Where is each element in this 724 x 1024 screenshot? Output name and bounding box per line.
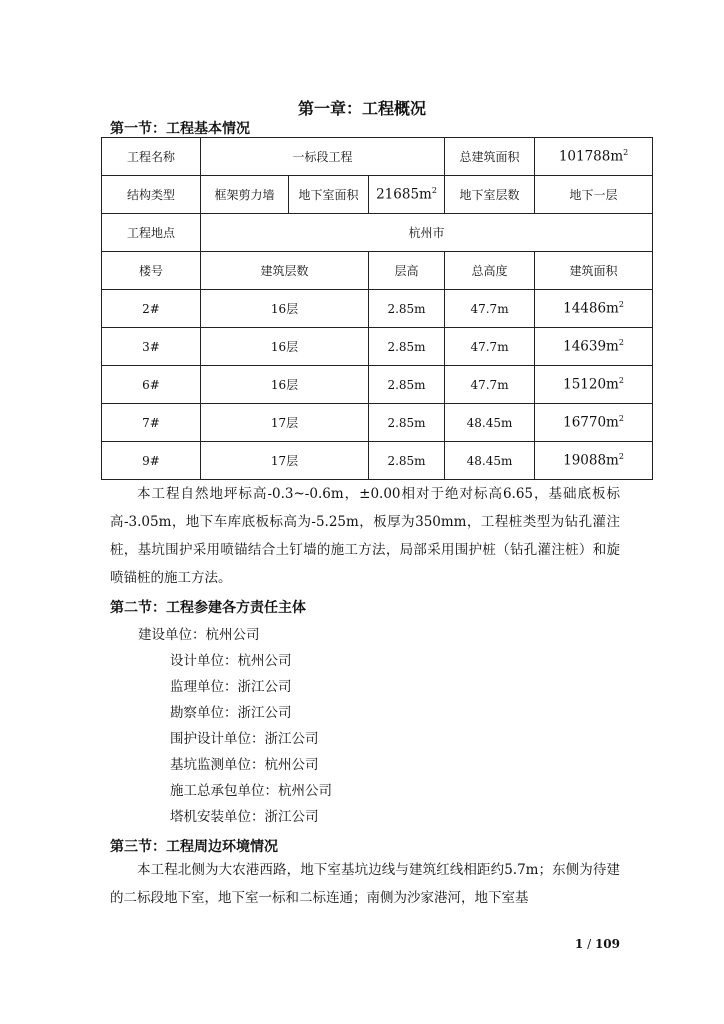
section-2-title: 第二节：工程参建各方责任主体 [110, 600, 306, 616]
structure-type-label: 结构类型 [102, 176, 201, 214]
section-3-paragraph [110, 856, 620, 912]
header-area: 建筑面积 [535, 252, 653, 290]
total-area-value: $101788m^2$ [535, 138, 653, 176]
building-total-height: 48.45m [445, 404, 535, 442]
total-pages: 109 [594, 937, 620, 951]
list-item: 建设单位：杭州公司 [138, 627, 260, 643]
list-item: 围护设计单位：浙江公司 [170, 731, 319, 747]
building-total-height: 47.7m [445, 328, 535, 366]
building-no: 9# [102, 442, 201, 480]
list-item: 设计单位：杭州公司 [170, 653, 292, 669]
section-1-title: 第一节：工程基本情况 [110, 121, 250, 137]
paragraph-text: 本工程自然地坪标高-0.3~-0.6m，±0.00相对于绝对标高6.65，基础底板标高-3.05m，地下车库底板标高为-5.25m，板厚为350mm，工程桩类型为钻孔灌注桩，基坑围护采用喷锚结合土钉墙的施工方法，局部采用围护桩（钻孔灌注桩）和旋喷锚桩的施工方法。 [110, 486, 620, 586]
project-info-table [101, 137, 653, 480]
underground-area-label: 地下室面积 [289, 176, 369, 214]
chapter-title: 第一章：工程概况 [297, 99, 426, 118]
header-floors: 建筑层数 [201, 252, 369, 290]
building-floor-height: 2.85m [369, 366, 445, 404]
building-total-height: 47.7m [445, 290, 535, 328]
party-list [138, 622, 332, 830]
list-item: 施工总承包单位：杭州公司 [170, 783, 332, 799]
building-floor-height: 2.85m [369, 404, 445, 442]
building-area: $14639m^2$ [535, 328, 653, 366]
building-floors: 17层 [201, 404, 369, 442]
building-area: $15120m^2$ [535, 366, 653, 404]
current-page: 1 [574, 937, 584, 951]
underground-floors-label: 地下室层数 [445, 176, 535, 214]
building-no: 2# [102, 290, 201, 328]
header-floor-height: 层高 [369, 252, 445, 290]
section-3-title: 第三节：工程周边环境情况 [110, 839, 278, 855]
structure-type-value: 框架剪力墙 [201, 176, 289, 214]
header-building-no: 楼号 [102, 252, 201, 290]
list-item: 勘察单位：浙江公司 [170, 705, 292, 721]
table-row [102, 138, 653, 176]
underground-area-value: $21685m^2$ [369, 176, 445, 214]
name-value: 一标段工程 [201, 138, 445, 176]
table-row [102, 290, 653, 328]
building-area: $14486m^2$ [535, 290, 653, 328]
page-separator: / [583, 937, 595, 951]
building-area: $19088m^2$ [535, 442, 653, 480]
list-item: 基坑监测单位：杭州公司 [170, 757, 319, 773]
paragraph-text: 本工程北侧为大农港西路，地下室基坑边线与建筑红线相距约5.7m；东侧为待建的二标段地下室，地下室一标和二标连通；南侧为沙家港河，地下室基 [110, 862, 620, 906]
name-label: 工程名称 [102, 138, 201, 176]
location-label: 工程地点 [102, 214, 201, 252]
table-header-row [102, 252, 653, 290]
table-row [102, 176, 653, 214]
section-1-paragraph [110, 480, 620, 592]
building-floors: 16层 [201, 328, 369, 366]
page-number [575, 937, 620, 951]
table-row [102, 442, 653, 480]
building-floor-height: 2.85m [369, 442, 445, 480]
building-area: $16770m^2$ [535, 404, 653, 442]
table-row [102, 404, 653, 442]
header-total-height: 总高度 [445, 252, 535, 290]
building-no: 3# [102, 328, 201, 366]
location-value: 杭州市 [201, 214, 653, 252]
building-floors: 16层 [201, 366, 369, 404]
building-no: 7# [102, 404, 201, 442]
building-total-height: 48.45m [445, 442, 535, 480]
table-row [102, 214, 653, 252]
building-floors: 16层 [201, 290, 369, 328]
building-total-height: 47.7m [445, 366, 535, 404]
table-row [102, 366, 653, 404]
building-floor-height: 2.85m [369, 290, 445, 328]
list-item: 监理单位：浙江公司 [170, 679, 292, 695]
total-area-label: 总建筑面积 [445, 138, 535, 176]
building-floor-height: 2.85m [369, 328, 445, 366]
building-no: 6# [102, 366, 201, 404]
list-item: 塔机安装单位：浙江公司 [170, 809, 319, 825]
building-floors: 17层 [201, 442, 369, 480]
table-row [102, 328, 653, 366]
underground-floors-value: 地下一层 [535, 176, 653, 214]
